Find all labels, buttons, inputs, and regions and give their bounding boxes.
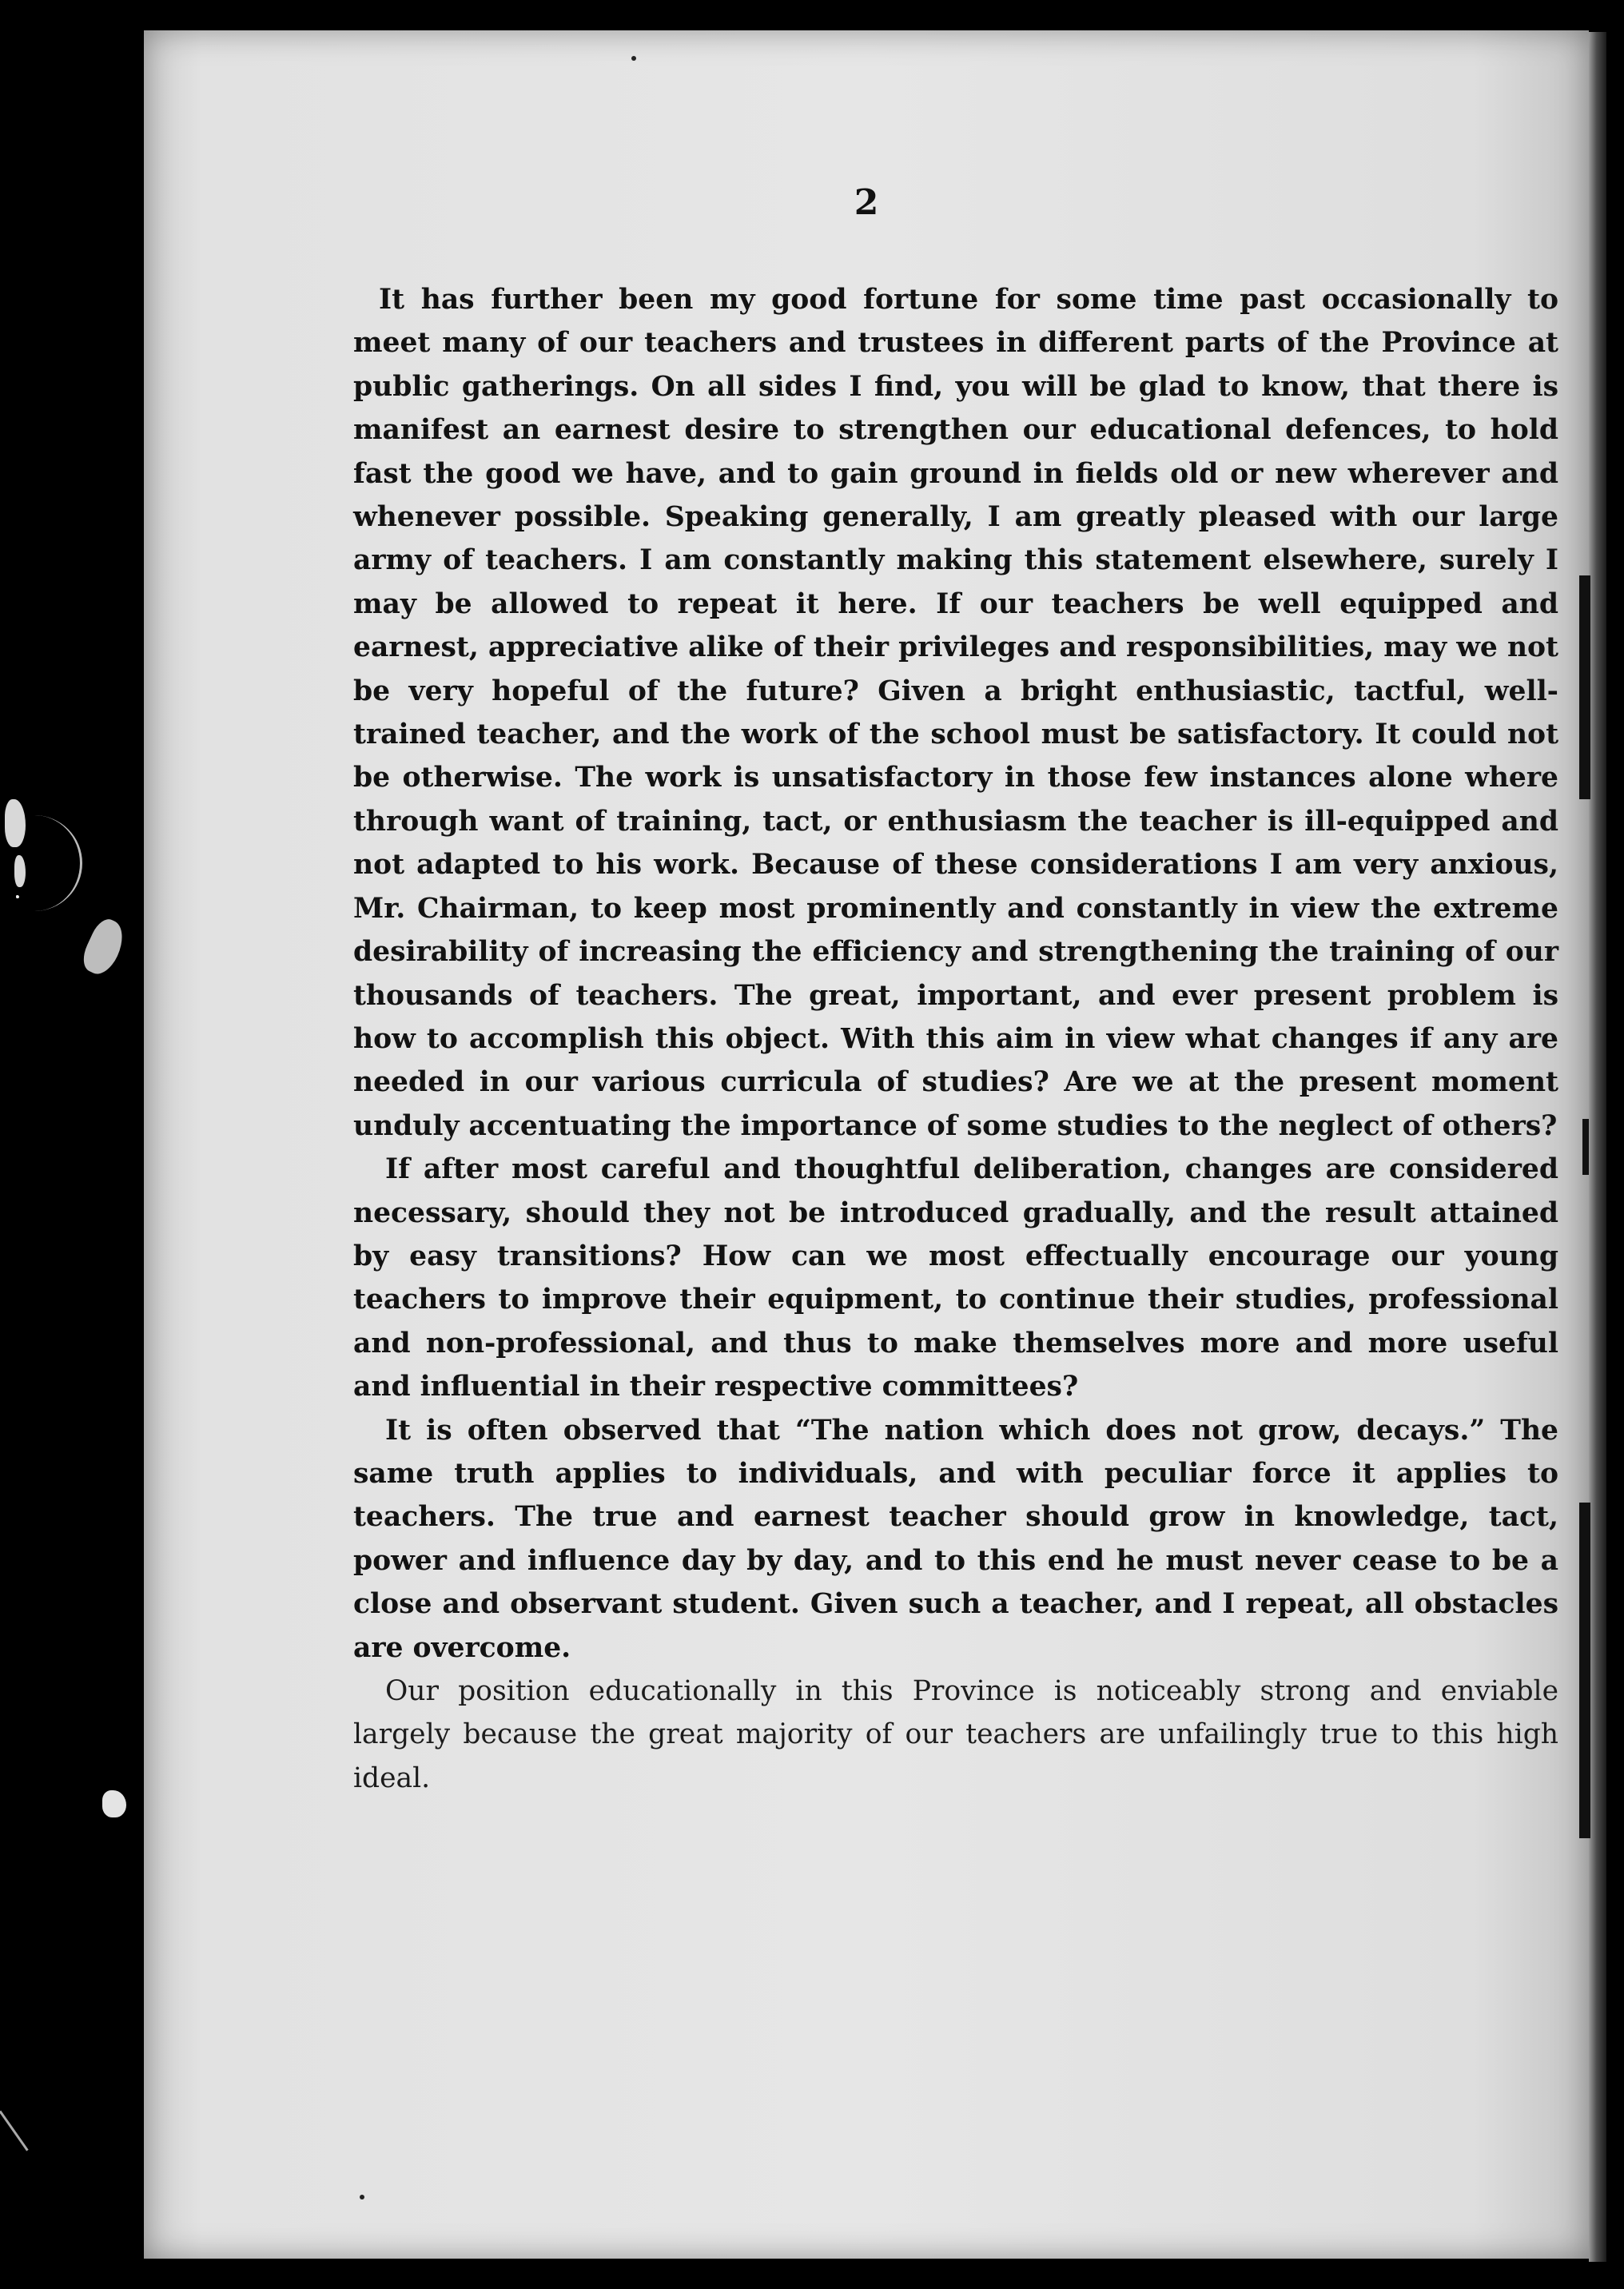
binding-mark (1579, 575, 1590, 799)
paper-page (144, 30, 1589, 2259)
scan-artifact (360, 2195, 364, 2199)
binding-mark (1582, 1119, 1589, 1175)
scan-artifact (102, 1790, 126, 1817)
paragraph-4: Our position educationally in this Province is noticeably strong and enviable largely because the great majority of our teachers are unfailingly true to this high ideal. (353, 1675, 1558, 1794)
paragraph-3: It is often observed that “The nation which does not grow, decays.” The same truth applies to individuals, and with peculiar force it applies to teachers. The true and earnest teacher should grow in knowledge, tact, power and influence day by day, and to this end he must never cease to be a close and observant student. Given such a teacher, and I repeat, all obstacles are overcome. (353, 1414, 1558, 1664)
scan-artifact (78, 915, 130, 979)
page-edge (1589, 32, 1606, 2262)
page-number: 2 (854, 182, 879, 223)
paragraph-1: It has further been my good fortune for some time past occasionally to meet many of our teachers and trustees in different parts of the Province at public gatherings. On all sides I find, you will be glad to know, that there is manifest an earnest desire to strengthen our educational defences, to hold fast the good we have, and to gain ground in fields old or new wherever and whenever possible. Speaking generally, I am greatly pleased with our large army of teachers. I am constantly making this statement elsewhere, surely I may be allowed to repeat it here. If our teachers be well equipped and earnest, appreciative alike of their privileges and responsibilities, may we not be very hopeful of the future? Given a bright enthusiastic, tactful, well-trained teacher, and the work of the school must be satisfactory. It could not be otherwise. The work is unsatisfactory in those few instances alone where through want of training, tact, or enthusiasm the teacher is ill-equipped and not adapted to his work. Because of these considerations I am very anxious, Mr. Chairman, to keep most prominently and constantly in view the extreme desirability of increasing the efficiency and strengthening the training of our thousands of teachers. The great, important, and ever present problem is how to accomplish this object. With this aim in view what changes if any are needed in our various curricula of studies? Are we at the present moment unduly accentuating the importance of some studies to the neglect of others? (353, 284, 1558, 1142)
body-text (353, 278, 1558, 1800)
scan-artifact (24, 815, 82, 911)
binding-mark (1579, 1503, 1590, 1838)
scan-artifact (631, 56, 636, 61)
scan-artifact (0, 2111, 29, 2152)
scan-artifact (5, 799, 26, 847)
paragraph-2: If after most careful and thoughtful deliberation, changes are considered necessary, should they not be introduced gradually, and the result attained by easy transitions? How can we most effectually encourage our young teachers to improve their equipment, to continue their studies, professional and non-professional, and thus to make themselves more and more useful and influential in their respective committees? (353, 1153, 1558, 1403)
scan-artifact (16, 895, 19, 898)
